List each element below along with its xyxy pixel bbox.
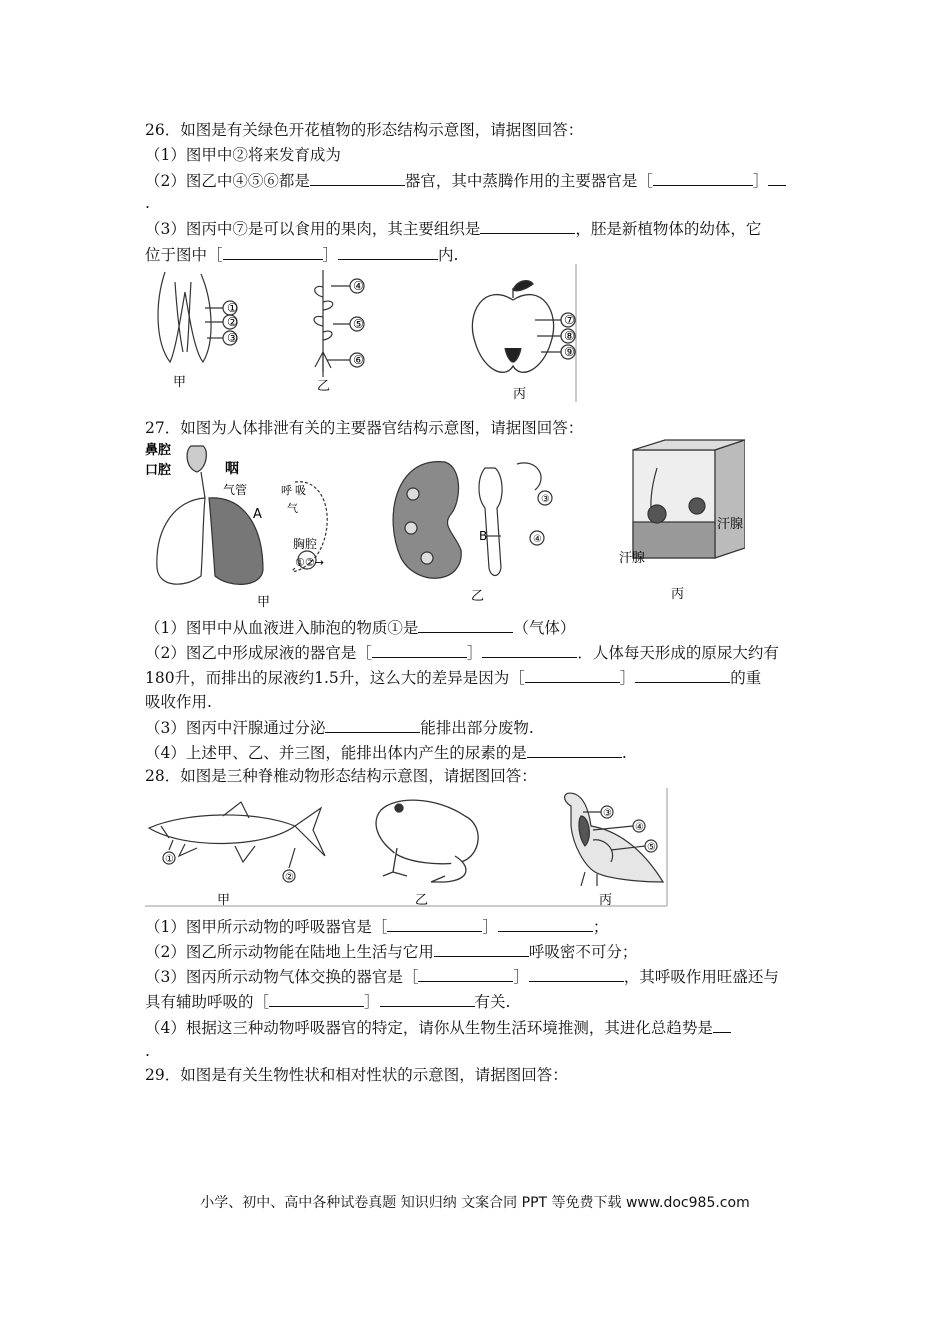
q28-part3 [145,966,779,987]
fig26-label-jia: 甲 [173,375,187,390]
q26-p2-text-c: ］ [752,172,769,190]
fig28-n4: ④ [635,822,644,833]
fig27-han-label-1: 汗腺 [717,517,744,532]
fig26-label-yi: 乙 [317,379,331,394]
answer-blank[interactable] [525,667,620,683]
fig26-n5: ⑤ [353,317,364,331]
fig27-yi: 乙 [471,589,485,604]
q28-p4-text-a: （4）根据这三种动物呼吸器官的特定，请你从生物生活环境推测，其进化总趋势是 [145,1019,713,1037]
q27-part2 [145,642,779,663]
fig28-bing: 丙 [599,893,613,908]
fig27-n4: ④ [533,534,542,545]
q26-p2-text-b: 器官，其中蒸腾作用的主要器官是［ [404,172,653,190]
answer-blank[interactable] [498,916,593,932]
fig27-jia: 甲 [257,595,271,608]
q27-p1-text-b: （气体） [513,619,576,637]
fig27-yan-label: 咽 [225,461,239,477]
q26-title: 26．如图是有关绿色开花植物的形态结构示意图，请据图回答： [145,121,584,139]
answer-blank[interactable] [768,170,786,186]
q27-p2-text-e: ］ [619,669,636,687]
q26-part2 [145,170,786,191]
q27-p4-text-a: （4）上述甲、乙、并三图，能排出体内产生的尿素的是 [145,744,527,762]
fig26-n4: ④ [353,279,364,293]
q27-title: 27．如图为人体排泄有关的主要器官结构示意图，请据图回答： [145,419,584,437]
fig27-xi-label: 吸 [295,484,306,497]
kidney-diagram [393,462,552,579]
q28-p3-text-d: 具有辅助呼吸的［ [145,993,270,1011]
answer-blank[interactable] [310,170,405,186]
q26-part1 [145,145,341,165]
fig27-han-label-2: 汗腺 [619,551,646,566]
q28-p1-text-c: ； [592,918,609,936]
fig27-n12-label: ①②→ [295,556,324,569]
answer-blank[interactable] [269,991,364,1007]
fig28-yi: 乙 [415,893,429,908]
q26-p3-text-e: 内. [438,246,459,264]
q28-part1 [145,916,608,937]
q26-p2-text-a: （2）图乙中④⑤⑥都是 [145,172,310,190]
plant-structure-figure [145,262,580,404]
answer-blank[interactable] [482,642,577,658]
q28-p3-text-f: 有关. [474,993,511,1011]
fig27-A-label: A [253,507,262,522]
fig28-jia: 甲 [217,893,231,908]
fig26-n8: ⑧ [564,329,575,343]
q28-p3-text-b: ］ [513,968,529,986]
fig26-label-bing: 丙 [513,387,527,402]
answer-blank[interactable] [635,667,730,683]
q28-part4 [145,1017,731,1038]
answer-blank[interactable] [418,966,513,982]
fish-diagram [149,802,325,882]
fig26-n9: ⑨ [564,345,575,359]
q27-p2-text-d: 180升，而排出的尿液约1.5升，这么大的差异是因为［ [145,669,525,687]
q27-p3-text-b: 能排出部分废物. [420,719,534,737]
fig27-qi-label: 气 [287,502,298,515]
q27-part2-cont [145,667,761,688]
fig28-n5: ⑤ [647,842,656,853]
fig26-n2: ② [227,315,238,329]
q28-p3-text-e: ］ [364,993,380,1011]
answer-blank[interactable] [387,916,482,932]
vertebrates-figure [145,786,670,910]
flower-diagram [158,272,237,362]
fig27-bi-label: 鼻腔 [145,443,172,458]
answer-blank[interactable] [372,642,467,658]
q27-part2-end: 吸收作用. [145,693,212,711]
fig26-n3: ③ [227,331,238,345]
q28-p1-text-b: ］ [482,918,498,936]
q27-p1-text-a: （1）图甲中从血液进入肺泡的物质①是 [145,619,419,637]
q28-title: 28．如图是三种脊椎动物形态结构示意图，请据图回答： [145,767,537,785]
answer-blank[interactable] [338,244,438,260]
fig27-xiong-label: 胸腔 [293,537,318,551]
q27-p2-text-a: （2）图乙中形成尿液的器官是［ [145,644,372,662]
answer-blank[interactable] [480,218,575,234]
q27-p4-text-b: . [621,744,627,762]
q26-part2-end: . [145,194,150,212]
q26-part3 [145,218,761,239]
page-footer: 小学、初中、高中各种试卷真题 知识归纳 文案合同 PPT 等免费下载 www.doc985.com [200,1195,750,1211]
q27-p3-text-a: （3）图丙中汗腺通过分泌 [145,719,326,737]
q27-p2-text-f: 的重 [730,669,762,687]
q28-p1-text-a: （1）图甲所示动物的呼吸器官是［ [145,918,388,936]
fig27-kou-label: 口腔 [145,463,172,478]
frog-diagram [376,800,478,882]
q27-part4 [145,742,627,763]
fig26-n7: ⑦ [564,313,575,327]
fig27-hu-label: 呼 [281,484,292,497]
apple-diagram [472,281,575,373]
q28-p2-text-a: （2）图乙所示动物能在陆地上生活与它用 [145,943,434,961]
fig28-n3: ③ [603,808,612,819]
answer-blank[interactable] [653,170,753,186]
bird-diagram [565,793,663,886]
q26-p3-text-d: ］ [322,246,339,264]
q26-p3-text-a: （3）图丙中⑦是可以食用的果肉，其主要组织是 [145,220,481,238]
answer-blank[interactable] [527,742,622,758]
fig28-n1: ① [165,854,174,865]
answer-blank[interactable] [529,966,624,982]
skin-diagram [633,440,745,558]
fig26-n6: ⑥ [353,353,364,367]
answer-blank[interactable] [434,941,529,957]
excretory-organs-figure [145,438,745,608]
q28-part2 [145,941,637,962]
q28-p3-text-a: （3）图丙所示动物气体交换的器官是［ [145,968,419,986]
answer-blank[interactable] [713,1017,731,1033]
q26-p3-text-c: 位于图中［ [145,246,223,264]
q26-p3-text-b: ，胚是新植物体的幼体，它 [575,220,762,238]
q28-part4-end: . [145,1042,150,1060]
q26-p1-text: （1）图甲中②将来发育成为 [145,146,341,164]
q27-part3 [145,717,534,738]
answer-blank[interactable] [223,244,323,260]
fig27-B-label: B [479,529,488,543]
answer-blank[interactable] [325,717,420,733]
q28-part3-cont [145,991,510,1012]
q28-p2-text-b: 呼吸密不可分； [528,943,638,961]
fig28-n2: ② [285,872,294,883]
q27-part1 [145,617,575,638]
fig27-n3: ③ [541,494,550,505]
q29-title: 29．如图是有关生物性状和相对性状的示意图，请据图回答： [145,1066,568,1084]
fig27-qiguan-label: 气管 [223,483,248,497]
answer-blank[interactable] [380,991,475,1007]
fig26-n1: ① [227,301,238,315]
answer-blank[interactable] [418,617,513,633]
q27-p2-text-b: ］ [466,644,483,662]
q28-p3-text-c: ，其呼吸作用旺盛还与 [623,968,779,986]
fig27-bing: 丙 [671,587,685,602]
q27-p2-text-c: ．人体每天形成的原尿大约有 [577,644,779,662]
